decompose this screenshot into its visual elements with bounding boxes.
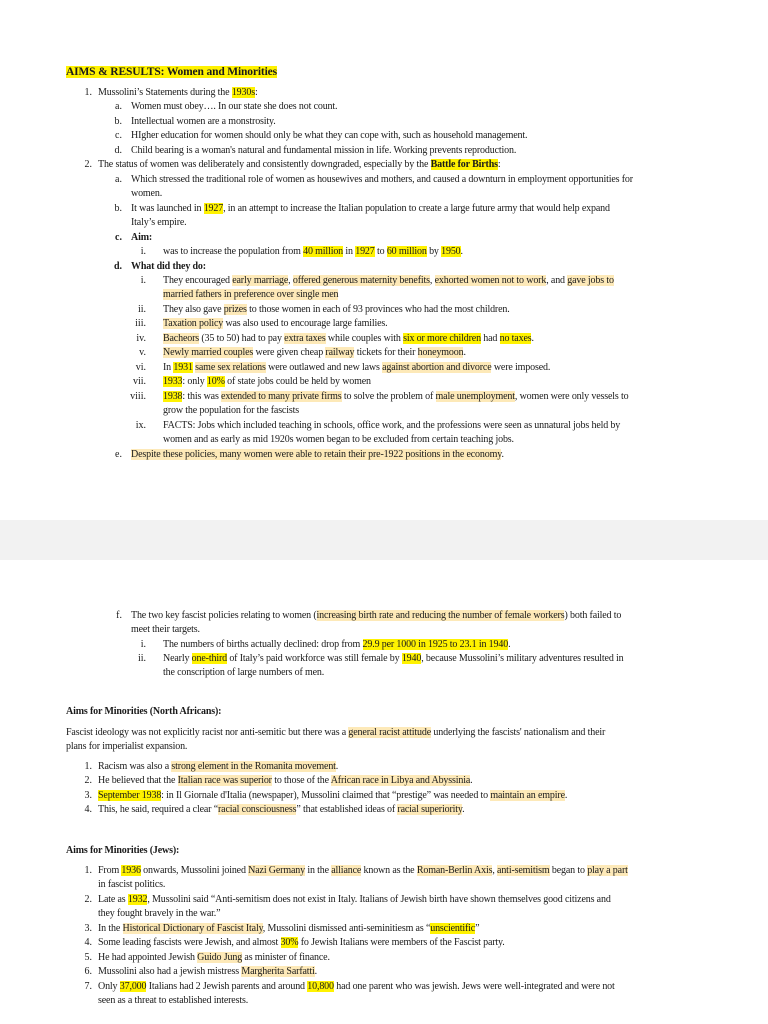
list-item-status: The status of women was deliberately and consistently downgraded, especially by the Battle for Births: [98, 159, 501, 170]
list-item-cont: seen as a threat to established interests. [98, 995, 249, 1006]
subheading-what: What did they do: [131, 261, 206, 272]
list-marker: 4. [84, 804, 92, 815]
list-marker: 6. [84, 966, 92, 977]
section-heading-jews: Aims for Minorities (Jews): [66, 845, 180, 856]
list-marker: d. [114, 145, 122, 156]
list-marker: vi. [135, 362, 146, 373]
list-item-cont: women. [131, 188, 163, 199]
list-item: HIgher education for women should only be what they can cope with, such as household management. [131, 130, 528, 141]
list-item: Some leading fascists were Jewish, and almost 30% fo Jewish Italians were members of the Fascist party. [98, 937, 505, 948]
list-item: From 1936 onwards, Mussolini joined Nazi Germany in the alliance known as the Roman-Berlin Axis, anti-semitism began to play a part [98, 865, 628, 876]
list-marker: vii. [132, 376, 146, 387]
list-item-cont: meet their targets. [131, 624, 200, 635]
list-marker: iv. [136, 333, 146, 344]
list-marker: 1. [84, 761, 92, 772]
list-item-aim: was to increase the population from 40 million in 1927 to 60 million by 1950. [163, 246, 463, 257]
list-marker: i. [140, 246, 146, 257]
section-heading-north-africans: Aims for Minorities (North Africans): [66, 706, 222, 717]
list-item-cont: grow the population for the fascists [163, 405, 299, 416]
list-marker: i. [140, 639, 146, 650]
list-marker: e. [115, 449, 122, 460]
list-item: Mussolini also had a jewish mistress Margherita Sarfatti. [98, 966, 318, 977]
list-marker: 1. [84, 865, 92, 876]
list-item-cont: they fought bravely in the war.” [98, 908, 221, 919]
list-marker: c. [115, 232, 122, 243]
document-page-2 [0, 560, 768, 1024]
list-marker: 2. [84, 159, 92, 170]
list-item: 1933: only 10% of state jobs could be held by women [163, 376, 371, 387]
list-marker: d. [113, 261, 122, 272]
list-item: Nearly one-third of Italy’s paid workforce was still female by 1940, because Mussolini’s military adventures resulted in [163, 653, 624, 664]
list-marker: 2. [84, 775, 92, 786]
list-marker: 4. [84, 937, 92, 948]
list-marker: iii. [135, 318, 146, 329]
list-item: Women must obey…. In our state she does not count. [131, 101, 338, 112]
list-marker: v. [139, 347, 146, 358]
list-item: Child bearing is a woman's natural and fundamental mission in life. Working prevents reproduction. [131, 145, 517, 156]
list-item-cont: Italy’s empire. [131, 217, 187, 228]
list-item: In the Historical Dictionary of Fascist Italy, Mussolini dismissed anti-seminitiesm as “unscientific” [98, 923, 480, 934]
list-item: Intellectual women are a monstrosity. [131, 116, 276, 127]
list-marker: a. [115, 101, 122, 112]
list-item-cont: women and as early as mid 1920s women began to be excluded from certain teaching jobs. [163, 434, 514, 445]
list-item: September 1938: in Il Giornale d'Italia (newspaper), Mussolini claimed that “prestige” was needed to maintain an empire. [98, 790, 568, 801]
list-marker: 2. [84, 894, 92, 905]
document-title: AIMS & RESULTS: Women and Minorities [66, 66, 277, 78]
list-marker: 3. [84, 923, 92, 934]
list-item: Only 37,000 Italians had 2 Jewish parents and around 10,800 had one parent who was jewish. Jews were well-integrated and were not [98, 981, 615, 992]
list-item-statements: Mussolini’s Statements during the 1930s: [98, 87, 258, 98]
list-item: This, he said, required a clear “racial consciousness” that established ideas of racial superiority. [98, 804, 465, 815]
list-item: Newly married couples were given cheap railway tickets for their honeymoon. [163, 347, 466, 358]
list-marker: c. [115, 130, 122, 141]
list-item: Taxation policy was also used to encourage large families. [163, 318, 388, 329]
list-marker: 3. [84, 790, 92, 801]
list-item: They also gave prizes to those women in each of 93 provinces who had the most children. [163, 304, 510, 315]
list-marker: b. [114, 116, 122, 127]
list-item: He believed that the Italian race was superior to those of the African race in Libya and Abyssinia. [98, 775, 473, 786]
list-item: The numbers of births actually declined: drop from 29.9 per 1000 in 1925 to 23.1 in 1940. [163, 639, 511, 650]
list-item-cont: married fathers in preference over single men [163, 289, 339, 300]
list-item-cont: the conscription of large numbers of men. [163, 667, 325, 678]
list-item: Racism was also a strong element in the Romanita movement. [98, 761, 339, 772]
list-item: Late as 1932, Mussolini said “Anti-semitism does not exist in Italy. Italians of Jewish birth have shown themselves good citizens and [98, 894, 611, 905]
list-marker: ii. [137, 304, 146, 315]
list-marker: 5. [84, 952, 92, 963]
list-item: They encouraged early marriage, offered generous maternity benefits, exhorted women not to work, and gave jobs to [163, 275, 614, 286]
list-marker: a. [115, 174, 122, 185]
list-item: FACTS: Jobs which included teaching in schools, office work, and the professions were seen as unnatural jobs held by [163, 420, 621, 431]
list-marker: 7. [84, 981, 92, 992]
list-marker: f. [116, 610, 122, 621]
list-marker: i. [140, 275, 146, 286]
list-item: Which stressed the traditional role of women as housewives and mothers, and caused a downturn in employment opportunities for [131, 174, 633, 185]
list-marker: 1. [84, 87, 92, 98]
list-item: In 1931 same sex relations were outlawed and new laws against abortion and divorce were imposed. [163, 362, 551, 373]
list-marker: viii. [130, 391, 146, 402]
list-item: The two key fascist policies relating to women (increasing birth rate and reducing the number of female workers) both failed to [131, 610, 622, 621]
paragraph-cont: plans for imperialist expansion. [66, 741, 188, 752]
page-break [0, 520, 768, 560]
paragraph: Fascist ideology was not explicitly racist nor anti-semitic but there was a general racist attitude underlying the fascists' nationalism and their [66, 727, 606, 738]
subheading-aim: Aim: [131, 232, 153, 243]
list-item: 1938: this was extended to many private firms to solve the problem of male unemployment, women were only vessels to [163, 391, 629, 402]
list-item: Bacheors (35 to 50) had to pay extra taxes while couples with six or more children had no taxes. [163, 333, 534, 344]
list-item-cont: in fascist politics. [98, 879, 166, 890]
list-marker: ix. [135, 420, 146, 431]
list-marker: ii. [137, 653, 146, 664]
list-item: It was launched in 1927, in an attempt to increase the Italian population to create a large future army that would help expand [131, 203, 610, 214]
list-item: Despite these policies, many women were able to retain their pre-1922 positions in the economy. [131, 449, 504, 460]
list-item: He had appointed Jewish Guido Jung as minister of finance. [98, 952, 330, 963]
list-marker: b. [114, 203, 122, 214]
